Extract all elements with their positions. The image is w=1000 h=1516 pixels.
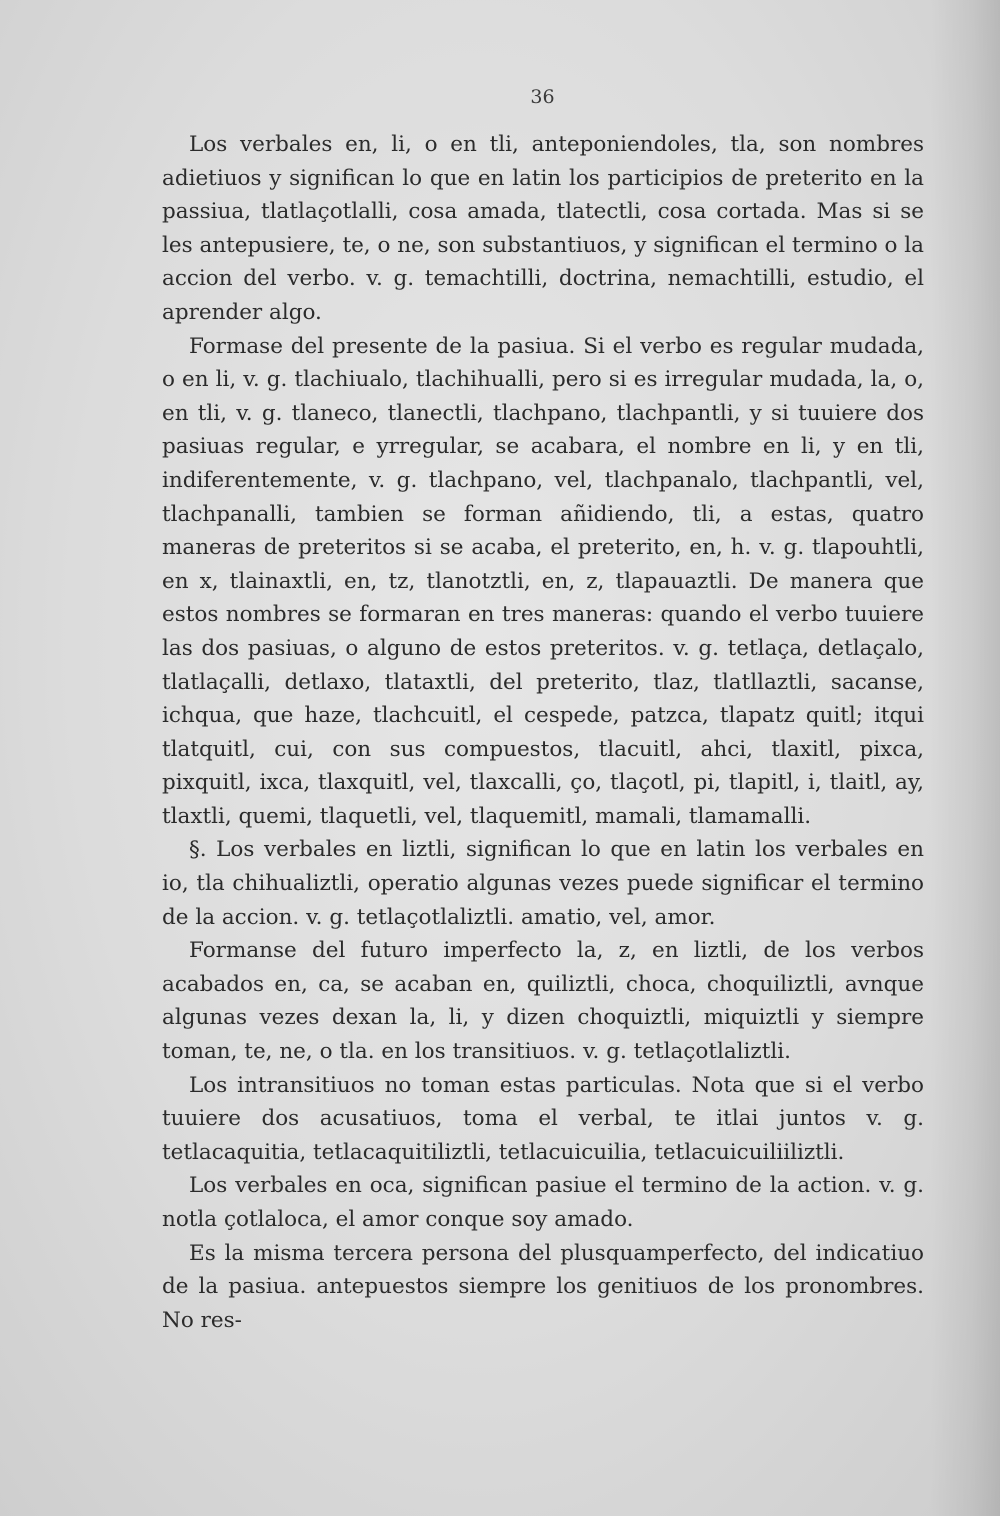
paragraph: Los verbales en, li, o en tli, anteponiendoles, tla, son nombres adietiuos y significan lo que en latin los participios de preterito en la passiua, tlatlaçotlalli, cosa amada, tlatectli, cosa cortada. Mas si se les antepusiere, te, o ne, son substantiuos, y significan el termino o la accion del verbo. v. g. temachtilli, doctrina, nemachtilli, estudio, el aprender algo. [162,132,924,325]
paragraph: Formanse del futuro imperfecto la, z, en liztli, de los verbos acabados en, ca, se acaban en, quiliztli, choca, choquiliztli, avnque algunas vezes dexan la, li, y dizen choquiztli, miquiztli y siempre toman, te, ne, o tla. en los transitiuos. v. g. tetlaçotlaliztli. [162,938,924,1065]
paragraph: §. Los verbales en liztli, significan lo que en latin los verbales en io, tla chihualiztli, operatio algunas vezes puede significar el termino de la accion. v. g. tetlaçotlaliztli. amatio, vel, amor. [162,837,924,930]
paragraph: Es la misma tercera persona del plusquamperfecto, del indicatiuo de la pasiua. antepuestos siempre los genitiuos de los pronombres. No res- [162,1240,924,1333]
body-text [162,128,924,1337]
paragraph: Los intransitiuos no toman estas particulas. Nota que si el verbo tuuiere dos acusatiuos, toma el verbal, te itlai juntos v. g. tetlacaquitia, tetlacaquitiliztli, tetlacuicuilia, tetlacuicuiliiliztli. [162,1072,924,1165]
page-edge-shadow [930,0,1000,1516]
paragraph: Los verbales en oca, significan pasiue el termino de la action. v. g. notla çotlaloca, el amor conque soy amado. [162,1173,924,1232]
page-number: 36 [530,86,555,108]
paragraph: Formase del presente de la pasiua. Si el verbo es regular mudada, o en li, v. g. tlachiualo, tlachihualli, pero si es irregular mudada, la, o, en tli, v. g. tlaneco, tlanectli, tlachpano, tlachpantli, y si tuuiere dos pasiuas regular, e yrregular, se acabara, el nombre en li, y en tli, indiferentemente, v. g. tlachpano, vel, tlachpanalo, tlachpantli, vel, tlachpanalli, tambien se forman añidiendo, tli, a estas, quatro maneras de preteritos si se acaba, el preterito, en, h. v. g. tlapouhtli, en x, tlainaxtli, en, tz, tlanotztli, en, z, tlapauaztli. De manera que estos nombres se formaran en tres maneras: quando el verbo tuuiere las dos pasiuas, o alguno de estos preteritos. v. g. tetlaça, detlaçalo, tlatlaçalli, detlaxo, tlataxtli, del preterito, tlaz, tlatllaztli, sacanse, ichqua, que haze, tlachcuitl, el cespede, patzca, tlapatz quitl; itqui tlatquitl, cui, con sus compuestos, tlacuitl, ahci, tlaxitl, pixca, pixquitl, ixca, tlaxquitl, vel, tlaxcalli, ço, tlaçotl, pi, tlapitl, i, tlaitl, ay, tlaxtli, quemi, tlaquetli, vel, tlaquemitl, mamali, tlamamalli. [162,333,924,829]
